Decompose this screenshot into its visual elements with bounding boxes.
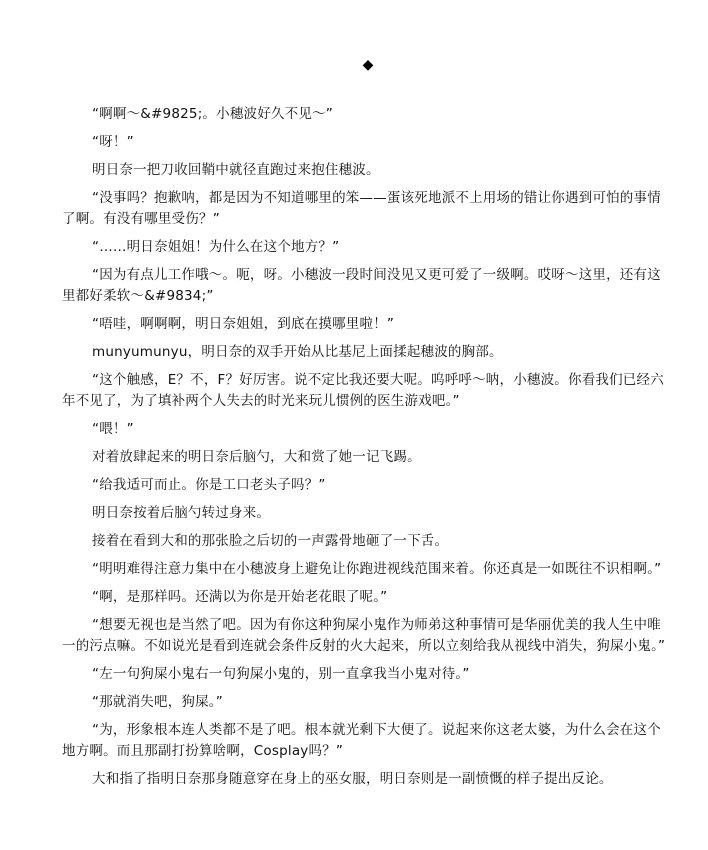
paragraph: “……明日奈姐姐！为什么在这个地方？” xyxy=(92,239,340,255)
paragraph: “呀！” xyxy=(92,134,134,150)
paragraph: munyumunyu，明日奈的双手开始从比基尼上面揉起穗波的胸部。 xyxy=(92,344,503,360)
paragraph: “啊，是那样吗。还满以为你是开始老花眼了呢。” xyxy=(92,589,388,605)
paragraph: “这个触感，E？不，F？好厉害。说不定比我还要大呢。呜呼呼～呐，小穗波。你看我们已经六年不见了，为了填补两个人失去的时光来玩儿惯例的医生游戏吧。” xyxy=(62,372,664,409)
paragraph: “为，形象根本连人类都不是了吧。根本就光剩下大便了。说起来你这老太婆，为什么会在这个地方啊。而且那副打扮算啥啊，Cosplay吗？” xyxy=(62,722,661,759)
paragraph: 对着放肆起来的明日奈后脑勺，大和赏了她一记飞踢。 xyxy=(92,449,421,465)
paragraph: “没事吗？抱歉呐，都是因为不知道哪里的笨——蛋该死地派不上用场的错让你遇到可怕的事情了啊。有没有哪里受伤？” xyxy=(62,190,661,227)
paragraph: 大和指了指明日奈那身随意穿在身上的巫女服，明日奈则是一副愤慨的样子提出反论。 xyxy=(92,771,613,787)
section-separator: ◆ xyxy=(362,57,374,73)
paragraph: “那就消失吧，狗屎。” xyxy=(92,694,223,710)
paragraph: 接着在看到大和的那张脸之后切的一声露骨地砸了一下舌。 xyxy=(92,533,449,549)
paragraph: “喂！” xyxy=(92,421,134,437)
paragraph: “给我适可而止。你是工口老头子吗？” xyxy=(92,477,326,493)
paragraph: 明日奈按着后脑勺转过身来。 xyxy=(92,505,271,521)
paragraph: “想要无视也是当然了吧。因为有你这种狗屎小鬼作为师弟这种事情可是华丽优美的我人生中唯一的污点嘛。不如说光是看到连就会条件反射的火大起来，所以立刻给我从视线中消失，狗屎小鬼。” xyxy=(62,617,666,654)
paragraph: “唔哇，啊啊啊，明日奈姐姐，到底在摸哪里啦！” xyxy=(92,316,395,332)
paragraph: “左一句狗屎小鬼右一句狗屎小鬼的，别一直拿我当小鬼对待。” xyxy=(92,666,470,682)
paragraph: “啊啊～&#9825;。小穗波好久不见～” xyxy=(92,106,333,122)
paragraph: “明明难得注意力集中在小穗波身上避免让你跑进视线范围来着。你还真是一如既往不识相啊。” xyxy=(92,561,662,577)
paragraph: 明日奈一把刀收回鞘中就径直跑过来抱住穗波。 xyxy=(92,162,380,178)
paragraph: “因为有点儿工作哦～。呃，呀。小穗波一段时间没见又更可爱了一级啊。哎呀～这里，还有这里都好柔软～&#9834;” xyxy=(62,267,661,304)
